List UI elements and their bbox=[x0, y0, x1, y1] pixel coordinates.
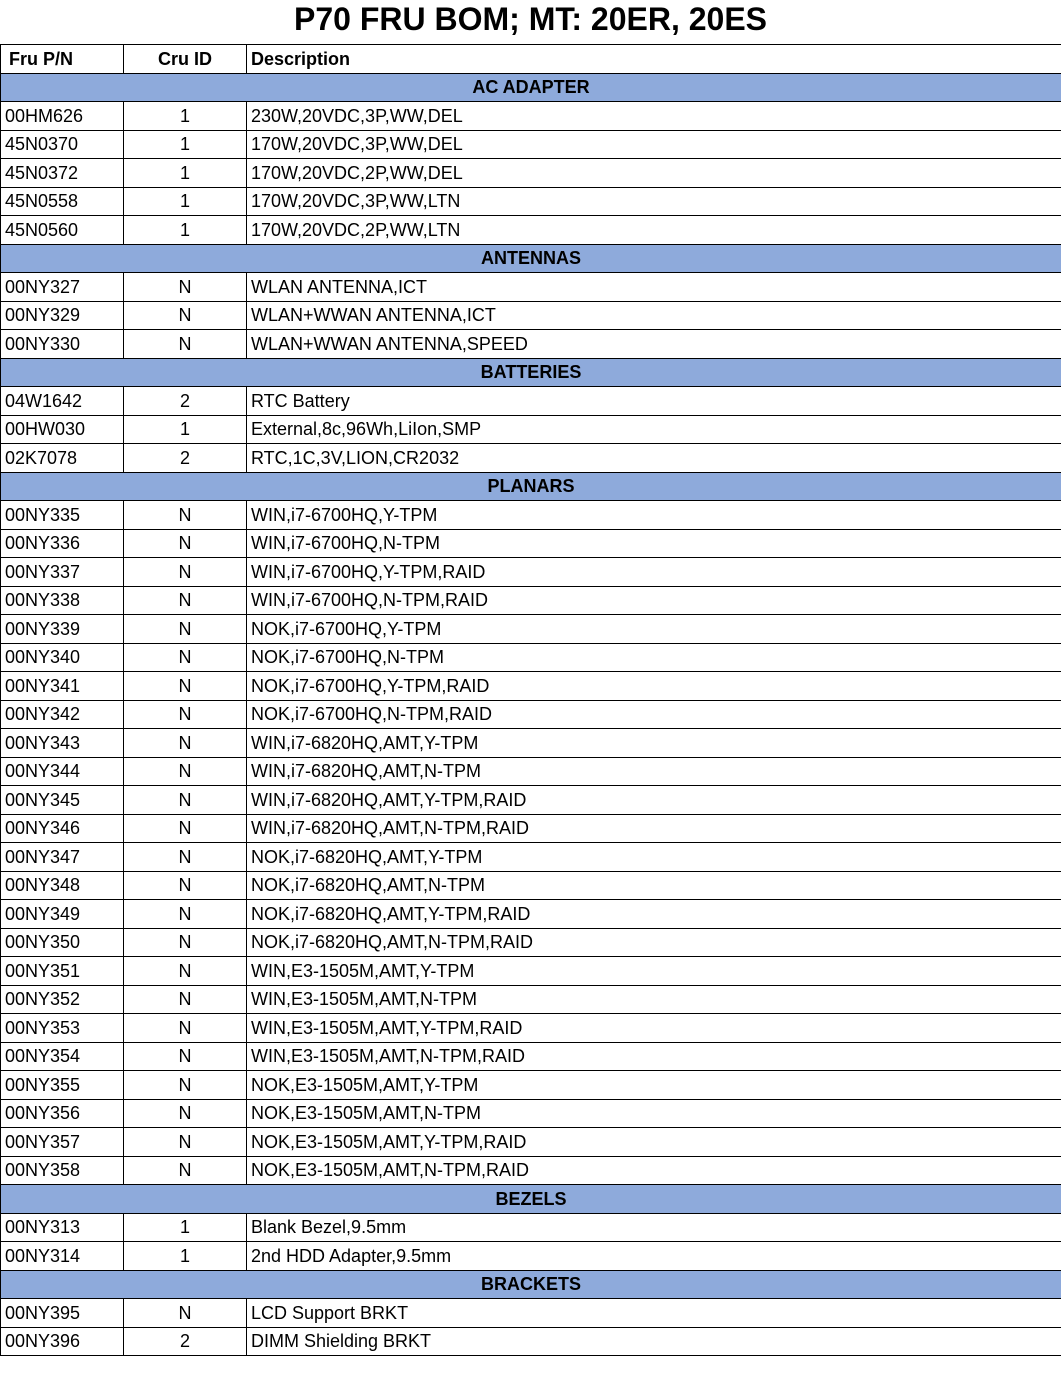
table-row bbox=[1, 1099, 1061, 1128]
fru-pn-cell: 00NY358 bbox=[1, 1156, 124, 1185]
table-row bbox=[1, 729, 1061, 758]
table-row bbox=[1, 273, 1061, 302]
fru-pn-cell: 00NY356 bbox=[1, 1099, 124, 1128]
table-row bbox=[1, 501, 1061, 530]
fru-pn-cell: 00NY329 bbox=[1, 301, 124, 330]
fru-pn-cell: 00NY336 bbox=[1, 529, 124, 558]
cru-id-cell: 1 bbox=[124, 130, 247, 159]
cru-id-cell: N bbox=[124, 643, 247, 672]
fru-pn-cell: 00NY347 bbox=[1, 843, 124, 872]
fru-pn-cell: 00NY340 bbox=[1, 643, 124, 672]
description-cell: NOK,i7-6820HQ,AMT,N-TPM bbox=[247, 871, 1061, 900]
table-row bbox=[1, 130, 1061, 159]
table-row bbox=[1, 757, 1061, 786]
description-cell: WLAN ANTENNA,ICT bbox=[247, 273, 1061, 302]
cru-id-cell: 1 bbox=[124, 1213, 247, 1242]
description-cell: WIN,i7-6820HQ,AMT,Y-TPM,RAID bbox=[247, 786, 1061, 815]
table-row bbox=[1, 700, 1061, 729]
table-row bbox=[1, 672, 1061, 701]
section-title: BRACKETS bbox=[1, 1270, 1061, 1299]
cru-id-cell: N bbox=[124, 928, 247, 957]
description-cell: NOK,i7-6700HQ,Y-TPM bbox=[247, 615, 1061, 644]
cru-id-cell: N bbox=[124, 814, 247, 843]
fru-pn-cell: 00NY343 bbox=[1, 729, 124, 758]
fru-pn-cell: 45N0558 bbox=[1, 187, 124, 216]
cru-id-cell: N bbox=[124, 672, 247, 701]
description-cell: WIN,i7-6820HQ,AMT,Y-TPM bbox=[247, 729, 1061, 758]
description-cell: NOK,i7-6700HQ,N-TPM bbox=[247, 643, 1061, 672]
table-row bbox=[1, 529, 1061, 558]
fru-pn-cell: 00NY327 bbox=[1, 273, 124, 302]
fru-pn-cell: 00NY355 bbox=[1, 1071, 124, 1100]
fru-pn-cell: 00NY339 bbox=[1, 615, 124, 644]
table-row bbox=[1, 216, 1061, 245]
fru-pn-cell: 00NY338 bbox=[1, 586, 124, 615]
cru-id-cell: N bbox=[124, 843, 247, 872]
cru-id-cell: N bbox=[124, 729, 247, 758]
fru-pn-cell: 00NY352 bbox=[1, 985, 124, 1014]
section-header-planars bbox=[1, 472, 1061, 501]
fru-pn-cell: 00NY357 bbox=[1, 1128, 124, 1157]
cru-id-cell: 1 bbox=[124, 159, 247, 188]
fru-pn-cell: 00NY349 bbox=[1, 900, 124, 929]
cru-id-cell: 1 bbox=[124, 187, 247, 216]
table-row bbox=[1, 558, 1061, 587]
bom-body bbox=[1, 73, 1061, 1356]
description-cell: NOK,i7-6820HQ,AMT,Y-TPM bbox=[247, 843, 1061, 872]
table-row bbox=[1, 1156, 1061, 1185]
fru-pn-cell: 00NY313 bbox=[1, 1213, 124, 1242]
description-cell: WIN,i7-6700HQ,Y-TPM,RAID bbox=[247, 558, 1061, 587]
table-row bbox=[1, 786, 1061, 815]
description-cell: WLAN+WWAN ANTENNA,ICT bbox=[247, 301, 1061, 330]
description-cell: NOK,E3-1505M,AMT,N-TPM,RAID bbox=[247, 1156, 1061, 1185]
fru-bom-table bbox=[0, 44, 1061, 1356]
description-cell: Blank Bezel,9.5mm bbox=[247, 1213, 1061, 1242]
section-title: BATTERIES bbox=[1, 358, 1061, 387]
table-row bbox=[1, 1242, 1061, 1271]
description-cell: NOK,i7-6820HQ,AMT,Y-TPM,RAID bbox=[247, 900, 1061, 929]
description-cell: 2nd HDD Adapter,9.5mm bbox=[247, 1242, 1061, 1271]
description-cell: NOK,i7-6820HQ,AMT,N-TPM,RAID bbox=[247, 928, 1061, 957]
table-row bbox=[1, 643, 1061, 672]
cru-id-cell: N bbox=[124, 871, 247, 900]
description-cell: NOK,i7-6700HQ,N-TPM,RAID bbox=[247, 700, 1061, 729]
fru-pn-cell: 00HW030 bbox=[1, 415, 124, 444]
description-cell: WIN,E3-1505M,AMT,N-TPM,RAID bbox=[247, 1042, 1061, 1071]
description-cell: NOK,E3-1505M,AMT,N-TPM bbox=[247, 1099, 1061, 1128]
table-row bbox=[1, 928, 1061, 957]
section-header-bezels bbox=[1, 1185, 1061, 1214]
table-row bbox=[1, 1299, 1061, 1328]
description-cell: RTC,1C,3V,LION,CR2032 bbox=[247, 444, 1061, 473]
fru-pn-cell: 00NY330 bbox=[1, 330, 124, 359]
cru-id-cell: N bbox=[124, 1042, 247, 1071]
table-row bbox=[1, 1128, 1061, 1157]
fru-pn-cell: 02K7078 bbox=[1, 444, 124, 473]
description-cell: RTC Battery bbox=[247, 387, 1061, 416]
fru-pn-cell: 00NY341 bbox=[1, 672, 124, 701]
cru-id-cell: N bbox=[124, 330, 247, 359]
fru-pn-cell: 00NY395 bbox=[1, 1299, 124, 1328]
description-cell: 230W,20VDC,3P,WW,DEL bbox=[247, 102, 1061, 131]
cru-id-cell: N bbox=[124, 757, 247, 786]
header-row bbox=[1, 45, 1061, 74]
description-cell: WIN,i7-6820HQ,AMT,N-TPM bbox=[247, 757, 1061, 786]
table-row bbox=[1, 102, 1061, 131]
table-row bbox=[1, 615, 1061, 644]
table-row bbox=[1, 444, 1061, 473]
cru-id-cell: N bbox=[124, 900, 247, 929]
cru-id-cell: 1 bbox=[124, 1242, 247, 1271]
description-cell: WIN,E3-1505M,AMT,Y-TPM bbox=[247, 957, 1061, 986]
description-cell: WIN,i7-6700HQ,Y-TPM bbox=[247, 501, 1061, 530]
table-row bbox=[1, 900, 1061, 929]
cru-id-cell: N bbox=[124, 1099, 247, 1128]
description-cell: LCD Support BRKT bbox=[247, 1299, 1061, 1328]
table-row bbox=[1, 330, 1061, 359]
page-title: P70 FRU BOM; MT: 20ER, 20ES bbox=[294, 1, 767, 37]
description-cell: WIN,i7-6820HQ,AMT,N-TPM,RAID bbox=[247, 814, 1061, 843]
cru-id-cell: N bbox=[124, 529, 247, 558]
fru-pn-cell: 00NY314 bbox=[1, 1242, 124, 1271]
fru-pn-cell: 00NY342 bbox=[1, 700, 124, 729]
cru-id-cell: N bbox=[124, 1014, 247, 1043]
table-row bbox=[1, 1071, 1061, 1100]
table-row bbox=[1, 1327, 1061, 1356]
description-cell: 170W,20VDC,2P,WW,DEL bbox=[247, 159, 1061, 188]
table-row bbox=[1, 843, 1061, 872]
cru-id-cell: N bbox=[124, 786, 247, 815]
description-cell: NOK,E3-1505M,AMT,Y-TPM,RAID bbox=[247, 1128, 1061, 1157]
description-cell: 170W,20VDC,3P,WW,LTN bbox=[247, 187, 1061, 216]
cru-id-cell: N bbox=[124, 558, 247, 587]
fru-pn-cell: 00NY351 bbox=[1, 957, 124, 986]
table-row bbox=[1, 586, 1061, 615]
cru-id-cell: N bbox=[124, 273, 247, 302]
description-cell: WIN,i7-6700HQ,N-TPM bbox=[247, 529, 1061, 558]
cru-id-column-header: Cru ID bbox=[124, 45, 247, 74]
table-row bbox=[1, 301, 1061, 330]
section-header-ac-adapter bbox=[1, 73, 1061, 102]
cru-id-cell: N bbox=[124, 586, 247, 615]
table-row bbox=[1, 415, 1061, 444]
table-row bbox=[1, 814, 1061, 843]
cru-id-cell: N bbox=[124, 1128, 247, 1157]
fru-pn-cell: 45N0372 bbox=[1, 159, 124, 188]
table-row bbox=[1, 957, 1061, 986]
section-title: BEZELS bbox=[1, 1185, 1061, 1214]
section-title: AC ADAPTER bbox=[1, 73, 1061, 102]
section-header-brackets bbox=[1, 1270, 1061, 1299]
fru-pn-cell: 00NY348 bbox=[1, 871, 124, 900]
description-column-header: Description bbox=[247, 45, 1061, 74]
fru-pn-cell: 00NY396 bbox=[1, 1327, 124, 1356]
description-cell: NOK,E3-1505M,AMT,Y-TPM bbox=[247, 1071, 1061, 1100]
description-cell: WIN,E3-1505M,AMT,Y-TPM,RAID bbox=[247, 1014, 1061, 1043]
cru-id-cell: 2 bbox=[124, 387, 247, 416]
table-row bbox=[1, 159, 1061, 188]
section-header-batteries bbox=[1, 358, 1061, 387]
section-title: PLANARS bbox=[1, 472, 1061, 501]
cru-id-cell: 2 bbox=[124, 1327, 247, 1356]
table-row bbox=[1, 1213, 1061, 1242]
section-title: ANTENNAS bbox=[1, 244, 1061, 273]
table-row bbox=[1, 387, 1061, 416]
cru-id-cell: N bbox=[124, 1156, 247, 1185]
cru-id-cell: N bbox=[124, 615, 247, 644]
cru-id-cell: N bbox=[124, 985, 247, 1014]
fru-pn-cell: 04W1642 bbox=[1, 387, 124, 416]
description-cell: 170W,20VDC,3P,WW,DEL bbox=[247, 130, 1061, 159]
fru-pn-cell: 00NY344 bbox=[1, 757, 124, 786]
description-cell: 170W,20VDC,2P,WW,LTN bbox=[247, 216, 1061, 245]
fru-pn-cell: 00HM626 bbox=[1, 102, 124, 131]
description-cell: NOK,i7-6700HQ,Y-TPM,RAID bbox=[247, 672, 1061, 701]
cru-id-cell: N bbox=[124, 501, 247, 530]
cru-id-cell: N bbox=[124, 301, 247, 330]
cru-id-cell: N bbox=[124, 957, 247, 986]
fru-pn-cell: 00NY346 bbox=[1, 814, 124, 843]
description-cell: WIN,i7-6700HQ,N-TPM,RAID bbox=[247, 586, 1061, 615]
fru-pn-cell: 00NY354 bbox=[1, 1042, 124, 1071]
fru-pn-cell: 45N0370 bbox=[1, 130, 124, 159]
cru-id-cell: N bbox=[124, 700, 247, 729]
table-row bbox=[1, 871, 1061, 900]
cru-id-cell: N bbox=[124, 1299, 247, 1328]
fru-pn-cell: 00NY335 bbox=[1, 501, 124, 530]
fru-pn-cell: 00NY345 bbox=[1, 786, 124, 815]
table-row bbox=[1, 1042, 1061, 1071]
cru-id-cell: 1 bbox=[124, 415, 247, 444]
table-row bbox=[1, 985, 1061, 1014]
description-cell: DIMM Shielding BRKT bbox=[247, 1327, 1061, 1356]
cru-id-cell: 1 bbox=[124, 102, 247, 131]
table-row bbox=[1, 187, 1061, 216]
cru-id-cell: 2 bbox=[124, 444, 247, 473]
fru-pn-cell: 00NY337 bbox=[1, 558, 124, 587]
table-row bbox=[1, 1014, 1061, 1043]
fru-pn-cell: 45N0560 bbox=[1, 216, 124, 245]
cru-id-cell: 1 bbox=[124, 216, 247, 245]
description-cell: WIN,E3-1505M,AMT,N-TPM bbox=[247, 985, 1061, 1014]
description-cell: WLAN+WWAN ANTENNA,SPEED bbox=[247, 330, 1061, 359]
cru-id-cell: N bbox=[124, 1071, 247, 1100]
fru-pn-column-header: Fru P/N bbox=[1, 45, 124, 74]
fru-pn-cell: 00NY353 bbox=[1, 1014, 124, 1043]
description-cell: External,8c,96Wh,LiIon,SMP bbox=[247, 415, 1061, 444]
fru-pn-cell: 00NY350 bbox=[1, 928, 124, 957]
section-header-antennas bbox=[1, 244, 1061, 273]
